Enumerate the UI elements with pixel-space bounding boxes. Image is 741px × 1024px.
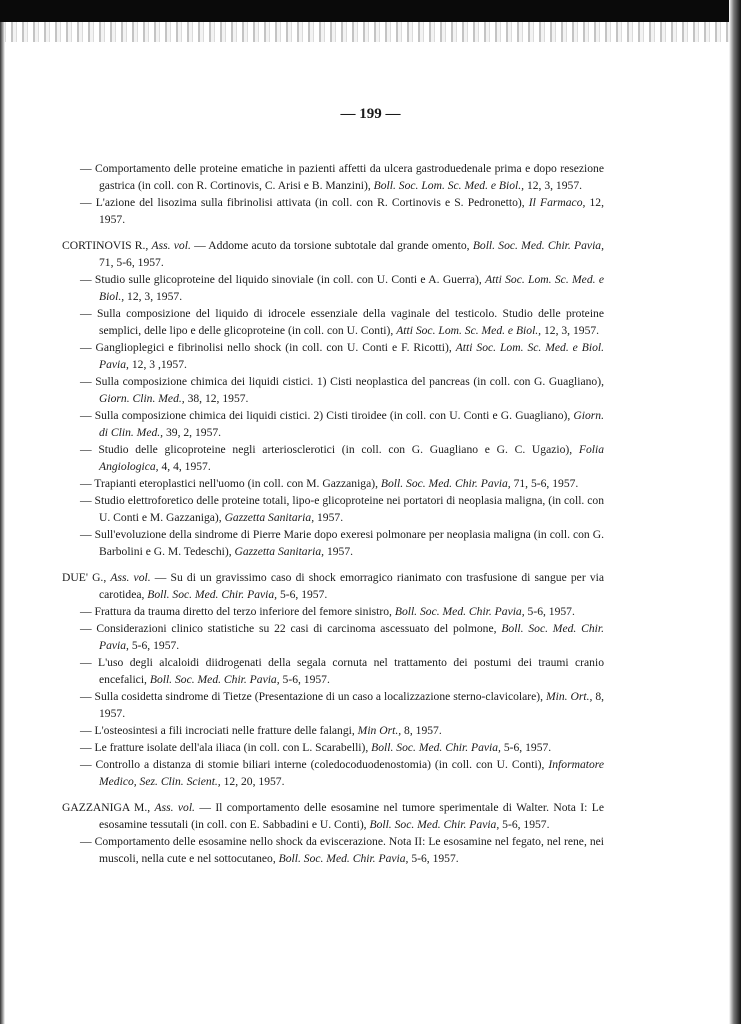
publication-details: 5-6, 1957. <box>524 605 575 618</box>
entry-title: — Addome acuto da torsione subtotale dal grande omento, <box>190 239 473 252</box>
entry-title: Comportamento delle esosamine nello shock da eviscerazione. Nota II: Le esosamine nel fegato, nel rene, nei muscoli, nella cute e nel sottocutaneo, <box>94 835 604 865</box>
journal-reference: Boll. Soc. Med. Chir. Pavia, <box>278 852 409 865</box>
entry-lead: — <box>80 690 95 703</box>
entry-lead: — <box>80 724 95 737</box>
publication-details: 71, 5-6, 1957. <box>510 477 579 490</box>
author-entry <box>62 237 604 271</box>
publication-entry <box>62 407 604 441</box>
journal-reference: Boll. Soc. Med. Chir. Pavia, <box>371 741 501 754</box>
publication-details: 8, 1957. <box>401 724 442 737</box>
publication-details: 5-6, 1957. <box>128 639 180 652</box>
entry-title: Comportamento delle proteine ematiche in pazienti affetti da ulcera gastroduedenale prima e dopo resezione gastrica (in coll. con R. Cortinovis, C. Arisi e B. Manzini), <box>95 162 604 192</box>
publication-details: 38, 12, 1957. <box>184 392 249 405</box>
entry-lead: — <box>80 375 96 388</box>
journal-reference: Folia Angiologica, <box>99 443 604 473</box>
entry-title: Controllo a distanza di stomie biliari interne (coledocoduodenostomia) (in coll. con U. Conti), <box>95 758 549 771</box>
journal-reference: Boll. Soc. Med. Chir. Pavia, <box>369 818 500 831</box>
entry-title: Sull'evoluzione della sindrome di Pierre Marie dopo exeresi polmonare per neoplasia maligna (in coll. con G. Barbolini e G. M. Tedeschi), <box>94 528 604 558</box>
entry-title: L'osteosintesi a fili incrociati nelle fratture delle falangi, <box>94 724 358 737</box>
publication-details: 12, 3, 1957. <box>541 324 600 337</box>
entry-title: Studio elettroforetico delle proteine totali, lipo-e glicoproteine nei portatori di neoplasia maligna, (in coll. con U. Conti e M. Gazzaniga), <box>94 494 604 524</box>
journal-reference: Boll. Soc. Med. Chir. Pavia, <box>147 588 278 601</box>
entry-lead: — <box>80 656 99 669</box>
publication-entry <box>62 654 604 688</box>
entry-lead: — <box>80 605 95 618</box>
entry-title: Frattura da trauma diretto del terzo inferiore del femore sinistro, <box>94 605 395 618</box>
publication-details: 12, 20, 1957. <box>220 775 285 788</box>
entry-title: Studio delle glicoproteine negli arteriosclerotici (in coll. con G. Guagliano e G. C. Ugazio), <box>98 443 579 456</box>
entry-title: Considerazioni clinico statistiche su 22 casi di carcinoma ascessuato del polmone, <box>96 622 502 635</box>
publication-details: 1957. <box>324 545 354 558</box>
publication-details: 1957. <box>314 511 344 524</box>
publication-details: 5-6, 1957. <box>279 673 330 686</box>
publication-entry <box>62 526 604 560</box>
entry-lead: GAZZANIGA M., <box>62 801 155 814</box>
entry-title: L'azione del lisozima sulla fibrinolisi attivata (in coll. con R. Cortinovis e S. Pedronetto), <box>95 196 529 209</box>
publication-details: 12, 3, 1957. <box>124 290 183 303</box>
publication-entry <box>62 603 604 620</box>
entry-lead: — <box>80 307 97 320</box>
publication-details: 5-6, 1957. <box>500 741 552 754</box>
author-role: Ass. vol. <box>110 571 151 584</box>
journal-reference: Il Farmaco, <box>528 196 586 209</box>
entry-title: Ganglioplegici e fibrinolisi nello shock (in coll. con U. Conti e F. Ricotti), <box>95 341 456 354</box>
publication-entry <box>62 833 604 867</box>
entry-lead: — <box>80 494 95 507</box>
entry-lead: — <box>80 528 95 541</box>
journal-reference: Atti Soc. Lom. Sc. Med. e Biol., <box>396 324 542 337</box>
journal-reference: Boll. Soc. Med. Chir. Pavia, <box>149 673 280 686</box>
publication-entry <box>62 441 604 475</box>
entry-lead: — <box>80 741 95 754</box>
entry-lead: — <box>80 758 96 771</box>
publication-entry <box>62 739 604 756</box>
publication-details: 8, 1957. <box>99 690 605 720</box>
publication-entry <box>62 271 604 305</box>
author-role: Ass. vol. <box>151 239 191 252</box>
journal-reference: Boll. Soc. Med. Chir. Pavia, <box>380 477 511 490</box>
entry-lead: — <box>80 622 97 635</box>
publication-entry <box>62 756 604 790</box>
entry-title: Sulla cosidetta sindrome di Tietze (Presentazione di un caso a localizzazione sterno-clavicolare), <box>94 690 546 703</box>
entry-lead: CORTINOVIS R., <box>62 239 152 252</box>
author-group <box>62 569 604 790</box>
publication-entry <box>62 492 604 526</box>
publication-details: 71, 5-6, 1957. <box>99 256 164 269</box>
entry-title: Studio sulle glicoproteine del liquido sinoviale (in coll. con U. Conti e A. Guerra), <box>94 273 486 286</box>
entry-title: L'uso degli alcaloidi diidrogenati della segala cornuta nel trattamento dei postumi dei traumi cranio encefalici, <box>98 656 604 686</box>
publication-entry <box>62 620 604 654</box>
author-group <box>62 237 604 560</box>
publication-entry <box>62 688 604 722</box>
entry-lead: — <box>80 196 96 209</box>
scan-right-edge <box>729 0 741 1024</box>
author-group <box>62 160 604 228</box>
journal-reference: Gazzetta Sanitaria, <box>224 511 315 524</box>
publication-details: 4, 4, 1957. <box>158 460 211 473</box>
journal-reference: Atti Soc. Lom. Sc. Med. e Biol. Pavia, <box>99 341 604 371</box>
author-role: Ass. vol. <box>154 801 195 814</box>
publication-entry <box>62 339 604 373</box>
entry-lead: — <box>80 409 95 422</box>
entry-title: Le fratture isolate dell'ala iliaca (in coll. con L. Scarabelli), <box>94 741 372 754</box>
entry-lead: — <box>80 162 96 175</box>
publication-details: 12, 1957. <box>99 196 604 226</box>
entry-title: Sulla composizione chimica dei liquidi cistici. 1) Cisti neoplastica del pancreas (in coll. con G. Guagliano), <box>95 375 604 388</box>
journal-reference: Boll. Soc. Med. Chir. Pavia, <box>99 622 604 652</box>
journal-reference: Atti Soc. Lom. Sc. Med. e Biol., <box>99 273 604 303</box>
bibliography-list <box>62 160 604 876</box>
entry-title: — Su di un gravissimo caso di shock emorragico rianimato con trasfusione di sangue per via carotidea, <box>99 571 604 601</box>
entry-lead: DUE' G., <box>62 571 111 584</box>
page-number: — 199 — <box>340 106 401 122</box>
entry-title: — Il comportamento delle esosamine nel tumore sperimentale di Walter. Nota I: Le esosamine tessutali (in coll. con E. Sabbadini e U. Conti), <box>99 801 604 831</box>
journal-reference: Boll. Soc. Med. Chir. Pavia, <box>394 605 525 618</box>
entry-lead: — <box>80 273 95 286</box>
journal-reference: Boll. Soc. Lom. Sc. Med. e Biol., <box>373 179 525 192</box>
journal-reference: Gazzetta Sanitaria, <box>234 545 325 558</box>
publication-entry <box>62 305 604 339</box>
publication-details: 12, 3 ,1957. <box>128 358 187 371</box>
publication-entry <box>62 160 604 194</box>
publication-entry <box>62 194 604 228</box>
journal-reference: Informatore Medico, Sez. Clin. Scient., <box>99 758 604 788</box>
entry-lead: — <box>80 341 96 354</box>
journal-reference: Boll. Soc. Med. Chir. Pavia, <box>472 239 604 252</box>
scan-left-edge <box>0 22 5 1024</box>
publication-details: 5-6, 1957. <box>499 818 550 831</box>
publication-entry <box>62 475 604 492</box>
entry-title: Trapianti eteroplastici nell'uomo (in coll. con M. Gazzaniga), <box>94 477 381 490</box>
journal-reference: Min Ort., <box>357 724 402 737</box>
author-entry <box>62 799 604 833</box>
entry-lead: — <box>80 443 99 456</box>
publication-entry <box>62 722 604 739</box>
author-entry <box>62 569 604 603</box>
scan-top-border <box>0 0 741 22</box>
publication-details: 12, 3, 1957. <box>524 179 583 192</box>
entry-lead: — <box>80 477 95 490</box>
publication-details: 5-6, 1957. <box>277 588 328 601</box>
author-group <box>62 799 604 867</box>
scan-top-noise <box>0 22 741 42</box>
journal-reference: Giorn. Clin. Med., <box>99 392 185 405</box>
entry-title: Sulla composizione chimica dei liquidi cistici. 2) Cisti tiroidee (in coll. con U. Conti e G. Guagliano), <box>94 409 574 422</box>
publication-details: 39, 2, 1957. <box>163 426 222 439</box>
entry-lead: — <box>80 835 95 848</box>
entry-title: Sulla composizione del liquido di idrocele essenziale della vaginale del testicolo. Studio delle proteine semplici, delle lipo e delle glicoproteine (in coll. con U. Conti), <box>96 307 604 337</box>
journal-reference: Giorn. di Clin. Med., <box>99 409 604 439</box>
publication-entry <box>62 373 604 407</box>
publication-details: 5-6, 1957. <box>408 852 459 865</box>
journal-reference: Min. Ort., <box>545 690 593 703</box>
